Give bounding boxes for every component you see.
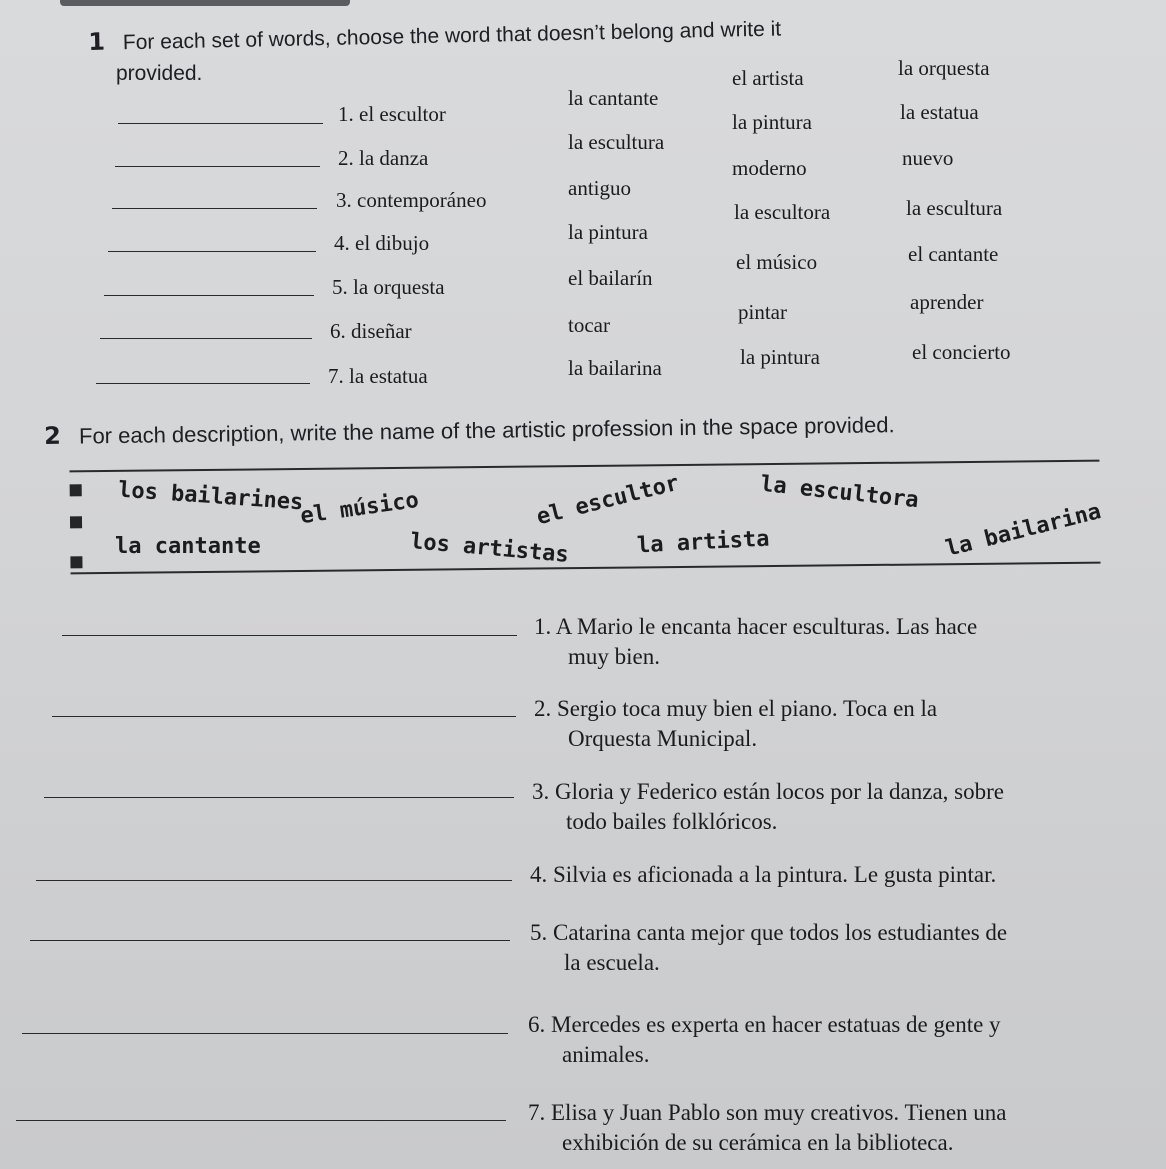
part1-prompt-5: 5. la orquesta (332, 275, 445, 299)
word-bank-la-cantante: la cantante (115, 534, 261, 559)
part2-answer-blank-1[interactable] (62, 635, 517, 636)
part2-description-5-line2: la escuela. (564, 950, 660, 975)
part1-option-4a: la pintura (568, 220, 648, 244)
part1-option-1a: la cantante (568, 86, 659, 110)
part1-option-2a: la escultura (568, 130, 665, 154)
part1-prompt-2: 2. la danza (338, 146, 429, 170)
part1-option-5b: el músico (736, 250, 818, 274)
part1-option-5a: el bailarín (568, 266, 653, 290)
part2-answer-blank-6[interactable] (22, 1033, 508, 1034)
part2-instruction-text: For each description, write the name of the artistic profession in the space provided. (78, 412, 895, 449)
part2-number: 2 (44, 421, 62, 450)
part1-answer-blank-7[interactable] (96, 383, 310, 384)
word-bank-el-musico: el músico (298, 487, 421, 530)
part1-answer-blank-1[interactable] (118, 123, 323, 124)
part2-description-7 (528, 1098, 1007, 1158)
part1-instruction-line1: For each set of words, choose the word that doesn’t belong and write it (122, 17, 782, 55)
part1-option-3c: nuevo (902, 146, 954, 170)
word-bank-el-escultor: el escultor (534, 470, 682, 531)
word-bank-tab-top (70, 484, 82, 496)
part2-description-7-line2: exhibición de su cerámica en la biblioteca. (562, 1130, 954, 1155)
part2-description-4 (530, 860, 996, 890)
part2-description-1 (534, 612, 977, 672)
part2-description-5 (530, 918, 1007, 978)
word-bank-los-bailarines: los bailarines (117, 477, 305, 516)
part2-answer-blank-3[interactable] (44, 797, 514, 798)
part2-description-6 (528, 1010, 1001, 1070)
part1-option-3b: moderno (732, 156, 807, 180)
part2-description-6-line1: 6. Mercedes es experta en hacer estatuas de gente y (528, 1012, 1001, 1037)
part1-option-6c: aprender (910, 290, 984, 314)
part1-option-7c: el concierto (912, 340, 1011, 364)
part1-instruction-line2: provided. (116, 62, 203, 85)
part2-description-2-line1: 2. Sergio toca muy bien el piano. Toca en la (534, 696, 938, 721)
part2-answer-blank-7[interactable] (16, 1120, 506, 1121)
part1-option-2b: la pintura (732, 110, 812, 134)
part1-prompt-6: 6. diseñar (330, 319, 412, 343)
part1-option-6b: pintar (738, 300, 787, 324)
word-bank-la-artista: la artista (636, 526, 771, 559)
part1-option-4c: la escultura (906, 196, 1003, 220)
word-bank-la-bailarina: la bailarina (943, 499, 1104, 562)
part1-prompt-7: 7. la estatua (328, 364, 428, 388)
word-bank-tab-middle (70, 516, 82, 528)
part1-option-7b: la pintura (740, 345, 820, 369)
part1-answer-blank-6[interactable] (100, 338, 312, 339)
part1-answer-blank-3[interactable] (112, 208, 317, 209)
word-bank-la-escultora: la escultora (759, 471, 920, 514)
part1-number: 1 (88, 27, 106, 56)
part2-answer-blank-4[interactable] (36, 880, 512, 881)
part1-option-4b: la escultora (734, 200, 831, 224)
part1-option-7a: la bailarina (568, 356, 662, 380)
part1-option-1c: la orquesta (898, 56, 990, 80)
part2-description-4-line1: 4. Silvia es aficionada a la pintura. Le gusta pintar. (530, 862, 997, 887)
part2-description-3-line1: 3. Gloria y Federico están locos por la danza, sobre (532, 779, 1004, 804)
part1-instruction (88, 13, 781, 56)
part2-description-2-line2: Orquesta Municipal. (568, 726, 758, 751)
part1-option-1b: el artista (732, 66, 804, 90)
part2-description-1-line2: muy bien. (568, 644, 660, 669)
word-bank-los-artistas: los artistas (409, 529, 570, 568)
part1-prompt-3: 3. contemporáneo (336, 188, 487, 212)
part2-answer-blank-2[interactable] (52, 716, 516, 717)
part2-description-1-line1: 1. A Mario le encanta hacer esculturas. Las hace (534, 614, 978, 639)
part2-description-6-line2: animales. (562, 1042, 650, 1067)
part2-description-5-line1: 5. Catarina canta mejor que todos los estudiantes de (530, 920, 1008, 945)
part2-description-3 (532, 777, 1004, 837)
part1-option-3a: antiguo (568, 176, 631, 200)
part2-description-7-line1: 7. Elisa y Juan Pablo son muy creativos. Tienen una (528, 1100, 1007, 1125)
part1-option-5c: el cantante (908, 242, 999, 266)
header-banner (60, 0, 350, 6)
part2-description-3-line2: todo bailes folklóricos. (566, 809, 778, 834)
part2-description-2 (534, 694, 937, 754)
word-bank-tab-bottom (70, 556, 82, 568)
part1-option-2c: la estatua (900, 100, 979, 124)
part1-prompt-1: 1. el escultor (338, 102, 446, 126)
part1-option-6a: tocar (568, 313, 610, 337)
part1-answer-blank-5[interactable] (104, 295, 314, 296)
part1-answer-blank-2[interactable] (115, 166, 320, 167)
part2-instruction (44, 410, 895, 450)
part2-answer-blank-5[interactable] (30, 940, 510, 941)
part1-answer-blank-4[interactable] (108, 251, 316, 252)
part1-prompt-4: 4. el dibujo (334, 231, 430, 255)
